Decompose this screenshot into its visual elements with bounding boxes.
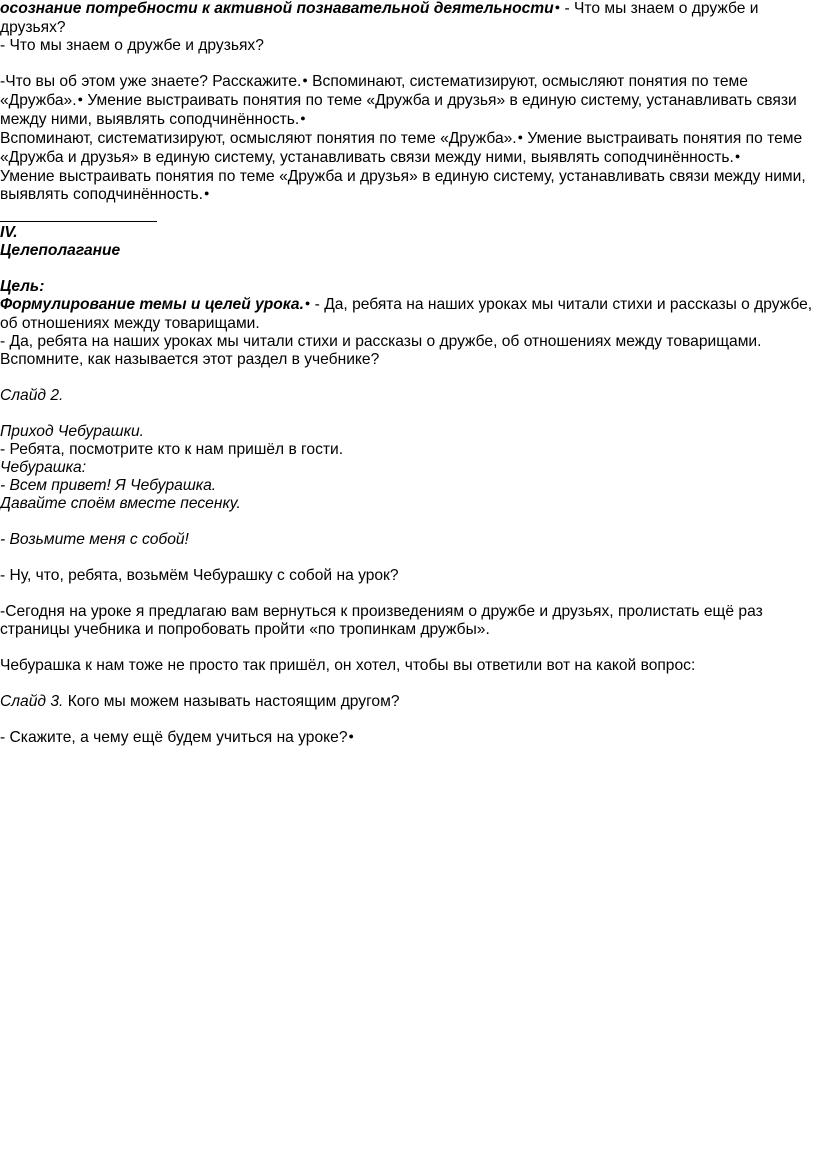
paragraph-question: - Что мы знаем о дружбе и друзьях? — [0, 37, 264, 54]
discussion-skill: Умение выстраивать понятия по теме «Дружба и друзья» в единую систему, устанавливать связи между ними, выявлять соподчинённость. ● — [0, 92, 797, 128]
activity-text: Вспоминают, систематизируют, осмысляют понятия по теме «Дружба». ● — [0, 130, 523, 147]
paragraph-intro — [0, 0, 816, 37]
intro-question: - Что мы знаем о дружбе и друзьях? — [0, 0, 759, 36]
paragraph-final — [0, 729, 816, 748]
cheburashka-label: Чебурашка: — [0, 459, 87, 476]
arrival-title: Приход Чебурашки. — [0, 423, 144, 440]
goal-title: Формулирование темы и целей урока. ● — [0, 296, 310, 313]
paragraph-slide-3 — [0, 693, 816, 711]
discussion-activity: Вспоминают, систематизируют, осмысляют понятия по теме «Дружба». ● — [0, 73, 748, 109]
slide-3-label: Слайд 3. — [0, 693, 64, 710]
goal-answer: - Да, ребята на наших уроках мы читали стихи и рассказы о дружбе, об отношениях между товарищами. — [0, 296, 813, 332]
skill-text: Умение выстраивать понятия по теме «Дружба и друзья» в единую систему, устанавливать связи между ними, выявлять соподчинённость. ● — [0, 168, 806, 203]
cheburashka-greeting: - Всем привет! Я Чебурашка. — [0, 477, 217, 494]
paragraph-cheburashka-question: Чебурашка к нам тоже не просто так пришёл, он хотел, чтобы вы ответили вот на какой вопрос: — [0, 657, 696, 674]
section-title: Целеполагание — [0, 242, 121, 259]
cheburashka-song: Давайте споём вместе песенку. — [0, 495, 241, 512]
paragraph-recall: Вспомните, как называется этот раздел в учебнике? — [0, 351, 380, 368]
goal-label: Цель: — [0, 278, 45, 295]
slide-3-question: Кого мы можем называть настоящим другом? — [63, 693, 400, 710]
discussion-prompt: -Что вы об этом уже знаете? Расскажите. ● — [0, 73, 308, 90]
stage-title: осознание потребности к активной познавательной деятельности ● — [0, 0, 560, 17]
slide-2-label: Слайд 2. — [0, 387, 64, 404]
paragraph-take-along: - Ну, что, ребята, возьмём Чебурашку с собой на урок? — [0, 567, 399, 584]
paragraph-activity — [0, 130, 816, 168]
paragraph-lesson-plan: -Сегодня на уроке я предлагаю вам вернуться к произведениям о дружбе и друзьях, пролистать ещё раз страницы учебника и попробовать пройти «по тропинкам дружбы». — [0, 603, 763, 638]
section-number: IV. — [0, 224, 18, 241]
paragraph-skill — [0, 168, 816, 205]
final-question: - Скажите, а чему ещё будем учиться на уроке? ● — [0, 729, 354, 746]
paragraph-answer: - Да, ребята на наших уроках мы читали стихи и рассказы о дружбе, об отношениях между товарищами. — [0, 333, 762, 350]
paragraph-guest: - Ребята, посмотрите кто к нам пришёл в гости. — [0, 441, 344, 458]
paragraph-goal — [0, 296, 816, 333]
activity-skill: Умение выстраивать понятия по теме «Дружба и друзья» в единую систему, устанавливать связи между ними, выявлять соподчинённость. ● — [0, 130, 802, 166]
footnote-divider — [0, 221, 157, 222]
paragraph-discussion — [0, 73, 816, 130]
cheburashka-request: - Возьмите меня с собой! — [0, 531, 189, 548]
